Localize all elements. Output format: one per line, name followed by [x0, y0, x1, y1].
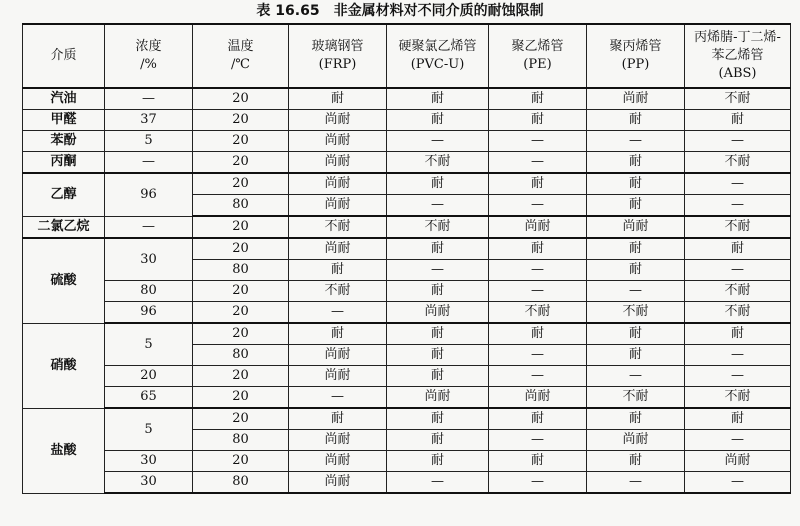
medium-name: 汽油 — [23, 88, 105, 110]
table-row — [23, 88, 791, 110]
pvcu-cell: 耐 — [387, 345, 489, 366]
header-text: 硬聚氯乙烯管 — [398, 39, 477, 54]
header-frp — [289, 24, 387, 88]
abs-cell: 耐 — [685, 110, 791, 131]
pe-cell: — — [489, 472, 587, 494]
pp-cell: 尚耐 — [587, 216, 685, 238]
temperature-cell: 80 — [193, 430, 289, 451]
temperature-cell: 20 — [193, 451, 289, 472]
medium-name: 硝酸 — [23, 323, 105, 408]
pvcu-cell: — — [387, 195, 489, 217]
pe-cell: 耐 — [489, 110, 587, 131]
table-row — [23, 281, 791, 302]
concentration-cell: 30 — [105, 472, 193, 494]
concentration-cell: — — [105, 152, 193, 174]
abs-cell: 尚耐 — [685, 451, 791, 472]
pp-cell: — — [587, 281, 685, 302]
medium-name: 硫酸 — [23, 238, 105, 323]
header-temperature — [193, 24, 289, 88]
frp-cell: 尚耐 — [289, 451, 387, 472]
header-abs — [685, 24, 791, 88]
pe-cell: 不耐 — [489, 302, 587, 324]
concentration-cell: 30 — [105, 451, 193, 472]
temperature-cell: 20 — [193, 88, 289, 110]
abs-cell: — — [685, 131, 791, 152]
temperature-cell: 20 — [193, 281, 289, 302]
temperature-cell: 20 — [193, 173, 289, 195]
pp-cell: 耐 — [587, 260, 685, 281]
frp-cell: — — [289, 302, 387, 324]
header-text: 浓度 — [135, 39, 162, 54]
pvcu-cell: — — [387, 472, 489, 494]
header-text: 玻璃钢管 — [311, 39, 364, 54]
frp-cell: — — [289, 387, 387, 409]
frp-cell: 尚耐 — [289, 110, 387, 131]
pe-cell: 耐 — [489, 451, 587, 472]
abs-cell: 不耐 — [685, 281, 791, 302]
header-text: /% — [140, 57, 157, 72]
pp-cell: 耐 — [587, 110, 685, 131]
pe-cell: — — [489, 152, 587, 174]
temperature-cell: 80 — [193, 345, 289, 366]
pe-cell: 耐 — [489, 238, 587, 260]
header-pvcu — [387, 24, 489, 88]
pe-cell: — — [489, 281, 587, 302]
frp-cell: 尚耐 — [289, 238, 387, 260]
pe-cell: — — [489, 345, 587, 366]
pe-cell: 尚耐 — [489, 216, 587, 238]
header-medium — [23, 24, 105, 88]
frp-cell: 不耐 — [289, 216, 387, 238]
pp-cell: 耐 — [587, 173, 685, 195]
pe-cell: — — [489, 430, 587, 451]
temperature-cell: 20 — [193, 302, 289, 324]
temperature-cell: 20 — [193, 323, 289, 345]
pvcu-cell: 耐 — [387, 430, 489, 451]
temperature-cell: 80 — [193, 260, 289, 281]
pp-cell: 耐 — [587, 408, 685, 430]
frp-cell: 尚耐 — [289, 366, 387, 387]
pvcu-cell: — — [387, 131, 489, 152]
pvcu-cell: 耐 — [387, 451, 489, 472]
corrosion-resistance-table — [22, 23, 791, 494]
header-text: 聚丙烯管 — [609, 39, 662, 54]
concentration-cell: 96 — [105, 173, 193, 216]
concentration-cell: 20 — [105, 366, 193, 387]
frp-cell: 尚耐 — [289, 173, 387, 195]
pp-cell: 耐 — [587, 195, 685, 217]
pvcu-cell: 耐 — [387, 366, 489, 387]
concentration-cell: 96 — [105, 302, 193, 324]
abs-cell: 不耐 — [685, 88, 791, 110]
pvcu-cell: — — [387, 260, 489, 281]
table-row — [23, 131, 791, 152]
abs-cell: — — [685, 345, 791, 366]
header-pp — [587, 24, 685, 88]
table-row — [23, 472, 791, 494]
concentration-cell: — — [105, 216, 193, 238]
pp-cell: 耐 — [587, 323, 685, 345]
frp-cell: 尚耐 — [289, 472, 387, 494]
medium-name: 盐酸 — [23, 408, 105, 493]
header-pe — [489, 24, 587, 88]
frp-cell: 不耐 — [289, 281, 387, 302]
temperature-cell: 80 — [193, 195, 289, 217]
concentration-cell: 80 — [105, 281, 193, 302]
pvcu-cell: 耐 — [387, 173, 489, 195]
abs-cell: — — [685, 430, 791, 451]
abs-cell: 耐 — [685, 323, 791, 345]
concentration-cell: 37 — [105, 110, 193, 131]
frp-cell: 耐 — [289, 408, 387, 430]
concentration-cell: 65 — [105, 387, 193, 409]
table-row — [23, 323, 791, 345]
pp-cell: 耐 — [587, 345, 685, 366]
temperature-cell: 20 — [193, 238, 289, 260]
pp-cell: 尚耐 — [587, 88, 685, 110]
header-text: (PP) — [621, 57, 650, 72]
pvcu-cell: 耐 — [387, 110, 489, 131]
temperature-cell: 80 — [193, 472, 289, 494]
pe-cell: 尚耐 — [489, 387, 587, 409]
pe-cell: 耐 — [489, 173, 587, 195]
abs-cell: 不耐 — [685, 387, 791, 409]
temperature-cell: 20 — [193, 216, 289, 238]
frp-cell: 尚耐 — [289, 131, 387, 152]
table-row — [23, 216, 791, 238]
medium-name: 二氯乙烷 — [23, 216, 105, 238]
pp-cell: — — [587, 131, 685, 152]
pvcu-cell: 不耐 — [387, 152, 489, 174]
frp-cell: 尚耐 — [289, 195, 387, 217]
table-row — [23, 387, 791, 409]
temperature-cell: 20 — [193, 366, 289, 387]
abs-cell: — — [685, 173, 791, 195]
concentration-cell: 5 — [105, 131, 193, 152]
abs-cell: — — [685, 366, 791, 387]
pe-cell: 耐 — [489, 323, 587, 345]
temperature-cell: 20 — [193, 152, 289, 174]
header-text: (PVC-U) — [410, 57, 465, 72]
header-text: (ABS) — [718, 66, 757, 81]
temperature-cell: 20 — [193, 387, 289, 409]
table-row — [23, 238, 791, 260]
concentration-cell: 5 — [105, 323, 193, 366]
medium-name: 乙醇 — [23, 173, 105, 216]
concentration-cell: — — [105, 88, 193, 110]
frp-cell: 尚耐 — [289, 345, 387, 366]
concentration-cell: 5 — [105, 408, 193, 451]
abs-cell: — — [685, 472, 791, 494]
pvcu-cell: 耐 — [387, 408, 489, 430]
abs-cell: 不耐 — [685, 152, 791, 174]
pvcu-cell: 尚耐 — [387, 302, 489, 324]
frp-cell: 耐 — [289, 260, 387, 281]
pe-cell: 耐 — [489, 88, 587, 110]
frp-cell: 耐 — [289, 323, 387, 345]
header-text: (FRP) — [318, 57, 357, 72]
pp-cell: 尚耐 — [587, 430, 685, 451]
table-title: 表 16.65 非金属材料对不同介质的耐蚀限制 — [256, 3, 544, 19]
frp-cell: 耐 — [289, 88, 387, 110]
header-text: 聚乙烯管 — [511, 39, 564, 54]
table-row — [23, 302, 791, 324]
abs-cell: — — [685, 195, 791, 217]
table-row — [23, 110, 791, 131]
medium-name: 甲醛 — [23, 110, 105, 131]
temperature-cell: 20 — [193, 131, 289, 152]
table-row — [23, 152, 791, 174]
pe-cell: — — [489, 195, 587, 217]
table-row — [23, 366, 791, 387]
table-row — [23, 173, 791, 195]
pp-cell: 耐 — [587, 152, 685, 174]
pp-cell: 不耐 — [587, 387, 685, 409]
header-text: /℃ — [231, 57, 250, 72]
pp-cell: 耐 — [587, 451, 685, 472]
header-text: (PE) — [523, 57, 552, 72]
header-text: 温度 — [227, 39, 254, 54]
concentration-cell: 30 — [105, 238, 193, 281]
pe-cell: — — [489, 131, 587, 152]
header-concentration — [105, 24, 193, 88]
pvcu-cell: 尚耐 — [387, 387, 489, 409]
pvcu-cell: 耐 — [387, 323, 489, 345]
pvcu-cell: 不耐 — [387, 216, 489, 238]
abs-cell: 不耐 — [685, 216, 791, 238]
pe-cell: 耐 — [489, 408, 587, 430]
frp-cell: 尚耐 — [289, 152, 387, 174]
header-text: 介质 — [50, 48, 77, 63]
pvcu-cell: 耐 — [387, 281, 489, 302]
header-text: 丙烯腈-丁二烯- — [694, 30, 781, 45]
pe-cell: — — [489, 260, 587, 281]
abs-cell: 不耐 — [685, 302, 791, 324]
abs-cell: — — [685, 260, 791, 281]
pvcu-cell: 耐 — [387, 88, 489, 110]
pp-cell: — — [587, 472, 685, 494]
pp-cell: 耐 — [587, 238, 685, 260]
table-row — [23, 451, 791, 472]
medium-name: 苯酚 — [23, 131, 105, 152]
pp-cell: — — [587, 366, 685, 387]
header-text: 苯乙烯管 — [711, 48, 764, 63]
abs-cell: 耐 — [685, 408, 791, 430]
table-row — [23, 408, 791, 430]
temperature-cell: 20 — [193, 110, 289, 131]
abs-cell: 耐 — [685, 238, 791, 260]
pp-cell: 不耐 — [587, 302, 685, 324]
header-row — [23, 24, 791, 88]
frp-cell: 尚耐 — [289, 430, 387, 451]
pe-cell: — — [489, 366, 587, 387]
medium-name: 丙酮 — [23, 152, 105, 174]
temperature-cell: 20 — [193, 408, 289, 430]
pvcu-cell: 耐 — [387, 238, 489, 260]
